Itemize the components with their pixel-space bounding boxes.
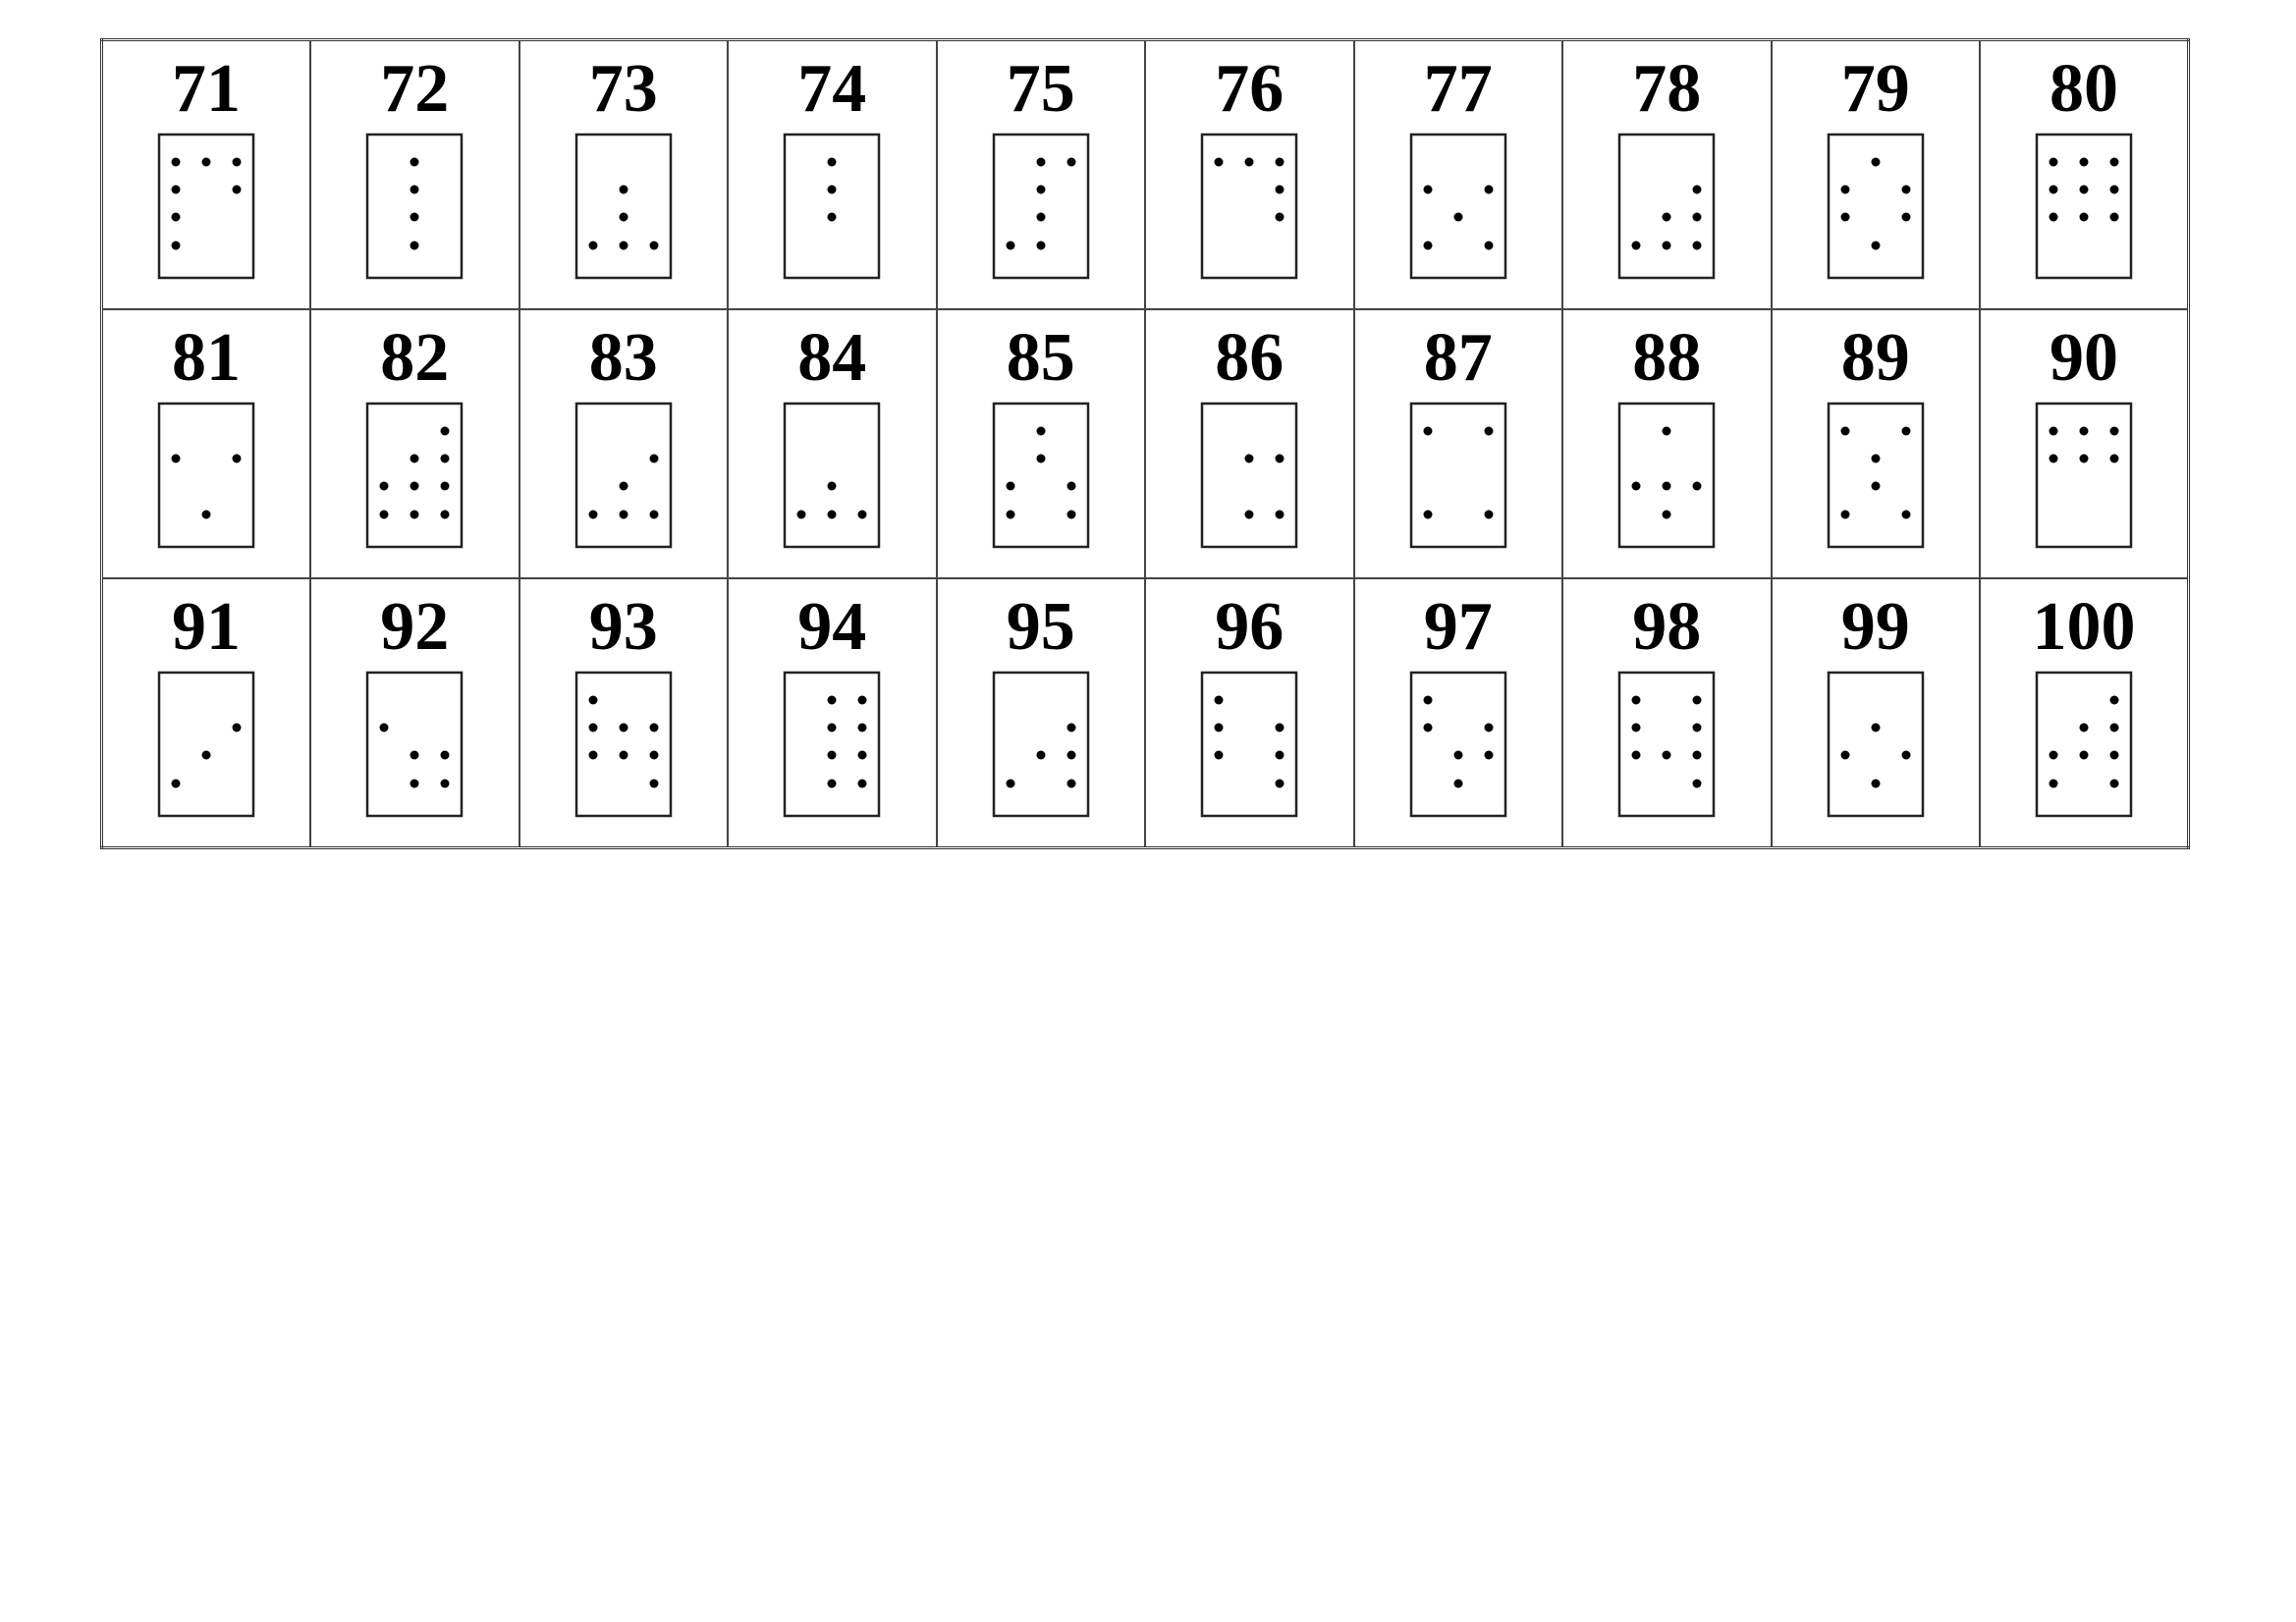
- card-dot: [1066, 158, 1075, 167]
- dot-card: [1408, 401, 1508, 550]
- card-dot: [1036, 213, 1045, 222]
- card-dot: [1632, 696, 1641, 705]
- card-dot: [588, 751, 597, 760]
- cell-number: 75: [1006, 51, 1075, 127]
- number-cell: [1980, 309, 2189, 578]
- card-frame: [785, 404, 879, 547]
- card-dot: [1871, 780, 1880, 788]
- card-frame: [785, 135, 879, 278]
- card-dot: [1901, 751, 1910, 760]
- card-dot: [1036, 242, 1045, 250]
- card-dot: [1901, 511, 1910, 519]
- cell-number: 99: [1840, 589, 1910, 665]
- card-frame: [1829, 673, 1923, 816]
- card-dot: [2080, 158, 2089, 167]
- card-dot: [2110, 186, 2119, 194]
- card-dot: [410, 780, 419, 788]
- dot-card: [574, 670, 674, 819]
- dot-card: [1826, 401, 1926, 550]
- dot-card: [1199, 670, 1299, 819]
- number-cell: [102, 578, 311, 848]
- card-dot: [1276, 751, 1285, 760]
- number-cell: [1562, 40, 1772, 310]
- number-cell: [102, 309, 311, 578]
- number-cell: [1145, 40, 1354, 310]
- card-dot: [2050, 455, 2058, 463]
- cell-number: 85: [1006, 320, 1075, 396]
- card-dot: [2080, 186, 2089, 194]
- card-dot: [1423, 724, 1432, 732]
- card-dot: [1663, 751, 1671, 760]
- dot-card: [156, 401, 256, 550]
- card-dot: [588, 511, 597, 519]
- card-dot: [828, 724, 837, 732]
- card-dot: [649, 455, 658, 463]
- card-dot: [1453, 213, 1462, 222]
- cell-number: 79: [1840, 51, 1910, 127]
- card-frame: [159, 404, 253, 547]
- card-dot: [1484, 751, 1493, 760]
- dot-card: [782, 401, 882, 550]
- card-dot: [2050, 158, 2058, 167]
- card-dot: [1066, 511, 1075, 519]
- card-dot: [2110, 696, 2119, 705]
- card-frame: [2037, 404, 2131, 547]
- dot-card: [991, 132, 1091, 281]
- card-dot: [1006, 482, 1014, 491]
- card-dot: [649, 780, 658, 788]
- card-dot: [619, 213, 628, 222]
- card-dot: [410, 455, 419, 463]
- number-cell: [310, 309, 519, 578]
- card-dot: [1484, 511, 1493, 519]
- card-dot: [1901, 186, 1910, 194]
- dot-card: [1826, 670, 1926, 819]
- card-frame: [785, 673, 879, 816]
- number-cell: [1562, 309, 1772, 578]
- card-dot: [1871, 455, 1880, 463]
- card-dot: [1693, 780, 1702, 788]
- card-frame: [1411, 673, 1505, 816]
- card-dot: [828, 482, 837, 491]
- card-dot: [2050, 751, 2058, 760]
- card-frame: [1619, 135, 1714, 278]
- card-dot: [619, 242, 628, 250]
- dot-card: [782, 132, 882, 281]
- table-row: [102, 578, 2189, 848]
- card-dot: [1632, 482, 1641, 491]
- number-cell: [102, 40, 311, 310]
- card-dot: [1663, 427, 1671, 436]
- number-cell: [937, 578, 1146, 848]
- card-dot: [2080, 455, 2089, 463]
- card-frame: [367, 135, 462, 278]
- number-cell: [519, 578, 729, 848]
- card-dot: [1006, 511, 1014, 519]
- cell-number: 93: [588, 589, 658, 665]
- dot-card: [991, 401, 1091, 550]
- card-dot: [858, 696, 867, 705]
- card-frame: [1619, 673, 1714, 816]
- card-frame: [994, 673, 1088, 816]
- card-dot: [858, 751, 867, 760]
- card-dot: [649, 751, 658, 760]
- card-dot: [233, 158, 242, 167]
- number-cell: [519, 309, 729, 578]
- card-dot: [619, 751, 628, 760]
- table-row: [102, 309, 2189, 578]
- card-dot: [1215, 724, 1224, 732]
- cell-number: 91: [172, 589, 241, 665]
- card-dot: [1036, 455, 1045, 463]
- card-dot: [410, 511, 419, 519]
- card-dot: [1871, 242, 1880, 250]
- card-dot: [1245, 455, 1254, 463]
- number-cell: [1980, 40, 2189, 310]
- card-frame: [994, 404, 1088, 547]
- card-dot: [2110, 158, 2119, 167]
- card-dot: [1276, 213, 1285, 222]
- cell-number: 95: [1006, 589, 1075, 665]
- card-dot: [1276, 455, 1285, 463]
- card-dot: [858, 724, 867, 732]
- number-cell: [728, 578, 937, 848]
- card-dot: [1840, 427, 1849, 436]
- card-dot: [828, 158, 837, 167]
- card-dot: [2080, 213, 2089, 222]
- card-dot: [2110, 780, 2119, 788]
- cell-number: 82: [380, 320, 450, 396]
- card-dot: [233, 186, 242, 194]
- card-dot: [410, 213, 419, 222]
- card-frame: [576, 673, 671, 816]
- card-dot: [649, 511, 658, 519]
- number-cell: [1354, 40, 1563, 310]
- card-dot: [202, 158, 211, 167]
- dot-card: [1408, 132, 1508, 281]
- cell-number: 74: [797, 51, 867, 127]
- card-dot: [1036, 158, 1045, 167]
- table-row: [102, 40, 2189, 310]
- card-frame: [159, 135, 253, 278]
- card-dot: [1006, 780, 1014, 788]
- card-dot: [1901, 213, 1910, 222]
- card-dot: [828, 696, 837, 705]
- card-dot: [1276, 780, 1285, 788]
- card-dot: [1840, 751, 1849, 760]
- cell-number: 90: [2050, 320, 2118, 396]
- number-cell: [1562, 578, 1772, 848]
- number-cell: [1772, 40, 1981, 310]
- dot-card: [574, 401, 674, 550]
- card-dot: [1840, 213, 1849, 222]
- card-dot: [588, 242, 597, 250]
- number-cell: [310, 40, 519, 310]
- card-dot: [1484, 242, 1493, 250]
- card-dot: [380, 724, 389, 732]
- card-dot: [2050, 427, 2058, 436]
- card-dot: [2050, 780, 2058, 788]
- card-dot: [619, 511, 628, 519]
- card-frame: [1619, 404, 1714, 547]
- card-frame: [1829, 404, 1923, 547]
- card-dot: [202, 751, 211, 760]
- card-dot: [380, 482, 389, 491]
- cell-number: 88: [1632, 320, 1702, 396]
- card-dot: [1423, 696, 1432, 705]
- number-cell: [1145, 578, 1354, 848]
- card-dot: [1453, 751, 1462, 760]
- card-dot: [649, 724, 658, 732]
- card-dot: [1036, 751, 1045, 760]
- cell-number: 77: [1423, 51, 1493, 127]
- cell-number: 81: [172, 320, 241, 396]
- card-dot: [619, 482, 628, 491]
- card-dot: [2110, 751, 2119, 760]
- cell-number: 80: [2050, 51, 2118, 127]
- card-dot: [441, 455, 450, 463]
- dot-card: [1616, 132, 1717, 281]
- card-frame: [1829, 135, 1923, 278]
- card-dot: [1006, 242, 1014, 250]
- dot-card: [1199, 132, 1299, 281]
- card-dot: [1693, 186, 1702, 194]
- card-dot: [1693, 724, 1702, 732]
- card-dot: [172, 158, 181, 167]
- cell-number: 73: [588, 51, 658, 127]
- number-cell: [1354, 578, 1563, 848]
- dot-card: [782, 670, 882, 819]
- card-frame: [2037, 673, 2131, 816]
- card-dot: [1693, 696, 1702, 705]
- card-dot: [410, 482, 419, 491]
- card-dot: [410, 186, 419, 194]
- card-dot: [1423, 427, 1432, 436]
- card-dot: [1276, 511, 1285, 519]
- card-dot: [2080, 724, 2089, 732]
- card-dot: [1215, 696, 1224, 705]
- card-dot: [172, 242, 181, 250]
- card-dot: [1066, 751, 1075, 760]
- card-dot: [1871, 482, 1880, 491]
- dot-card: [1826, 132, 1926, 281]
- card-frame: [994, 135, 1088, 278]
- card-dot: [588, 696, 597, 705]
- dot-card: [2034, 670, 2134, 819]
- dot-card: [1616, 670, 1717, 819]
- card-dot: [1423, 242, 1432, 250]
- card-dot: [1663, 482, 1671, 491]
- dot-card: [1616, 401, 1717, 550]
- card-dot: [619, 186, 628, 194]
- card-dot: [828, 511, 837, 519]
- card-dot: [380, 511, 389, 519]
- cell-number: 71: [172, 51, 241, 127]
- table-body: [102, 40, 2189, 848]
- card-dot: [441, 482, 450, 491]
- cell-number: 96: [1215, 589, 1285, 665]
- card-dot: [1066, 780, 1075, 788]
- number-cell: [1980, 578, 2189, 848]
- card-dot: [2110, 213, 2119, 222]
- card-dot: [172, 213, 181, 222]
- dot-card: [156, 670, 256, 819]
- number-cell: [1145, 309, 1354, 578]
- cell-number: 89: [1840, 320, 1910, 396]
- card-dot: [441, 751, 450, 760]
- card-dot: [1693, 213, 1702, 222]
- card-dot: [441, 780, 450, 788]
- card-dot: [2080, 751, 2089, 760]
- card-dot: [1453, 780, 1462, 788]
- cell-number: 94: [797, 589, 867, 665]
- card-dot: [828, 780, 837, 788]
- card-dot: [410, 242, 419, 250]
- card-dot: [441, 427, 450, 436]
- card-dot: [410, 751, 419, 760]
- card-dot: [858, 511, 867, 519]
- card-dot: [2050, 186, 2058, 194]
- card-dot: [1036, 427, 1045, 436]
- dot-card: [991, 670, 1091, 819]
- card-dot: [172, 455, 181, 463]
- card-dot: [172, 186, 181, 194]
- card-dot: [2110, 724, 2119, 732]
- card-dot: [1663, 242, 1671, 250]
- number-cell: [1772, 309, 1981, 578]
- number-cell: [728, 309, 937, 578]
- number-cell: [1772, 578, 1981, 848]
- cell-number: 84: [797, 320, 867, 396]
- card-dot: [1693, 242, 1702, 250]
- number-cell: [728, 40, 937, 310]
- number-cell: [937, 309, 1146, 578]
- card-dot: [797, 511, 806, 519]
- dot-card: [364, 132, 465, 281]
- cell-number: 86: [1215, 320, 1285, 396]
- card-dot: [828, 213, 837, 222]
- card-dot: [1484, 724, 1493, 732]
- card-dot: [1066, 482, 1075, 491]
- card-dot: [2080, 427, 2089, 436]
- cell-number: 78: [1632, 51, 1702, 127]
- card-dot: [1276, 186, 1285, 194]
- cell-number: 87: [1423, 320, 1493, 396]
- card-dot: [1871, 724, 1880, 732]
- card-frame: [2037, 135, 2131, 278]
- card-dot: [1693, 482, 1702, 491]
- card-dot: [1663, 511, 1671, 519]
- card-dot: [619, 724, 628, 732]
- card-dot: [1245, 158, 1254, 167]
- card-frame: [1202, 404, 1296, 547]
- card-frame: [1411, 135, 1505, 278]
- card-dot: [1276, 158, 1285, 167]
- card-dot: [1484, 186, 1493, 194]
- card-dot: [441, 511, 450, 519]
- card-dot: [172, 780, 181, 788]
- card-dot: [2110, 427, 2119, 436]
- cell-number: 76: [1215, 51, 1285, 127]
- card-dot: [1066, 724, 1075, 732]
- card-dot: [1423, 186, 1432, 194]
- card-frame: [1411, 404, 1505, 547]
- card-dot: [649, 242, 658, 250]
- dot-card: [364, 670, 465, 819]
- cell-number: 92: [380, 589, 450, 665]
- card-dot: [1215, 751, 1224, 760]
- dot-card: [2034, 401, 2134, 550]
- dot-card: [574, 132, 674, 281]
- card-dot: [1840, 511, 1849, 519]
- cell-number: 100: [2032, 589, 2136, 665]
- card-frame: [367, 404, 462, 547]
- card-frame: [576, 135, 671, 278]
- number-cell: [310, 578, 519, 848]
- card-dot: [233, 455, 242, 463]
- cell-number: 72: [380, 51, 450, 127]
- card-frame: [1202, 135, 1296, 278]
- card-frame: [159, 673, 253, 816]
- card-dot: [1484, 427, 1493, 436]
- card-dot: [1840, 186, 1849, 194]
- card-dot: [1245, 511, 1254, 519]
- dot-card: [364, 401, 465, 550]
- card-dot: [1693, 751, 1702, 760]
- card-frame: [367, 673, 462, 816]
- card-dot: [1871, 158, 1880, 167]
- cell-number: 97: [1423, 589, 1493, 665]
- dot-card: [1408, 670, 1508, 819]
- card-dot: [1901, 427, 1910, 436]
- number-card-table: [100, 38, 2190, 849]
- card-dot: [1663, 213, 1671, 222]
- card-dot: [1632, 751, 1641, 760]
- number-cell: [1354, 309, 1563, 578]
- card-dot: [2050, 213, 2058, 222]
- dot-card: [1199, 401, 1299, 550]
- number-cell: [937, 40, 1146, 310]
- cell-number: 98: [1632, 589, 1702, 665]
- card-dot: [1276, 724, 1285, 732]
- cell-number: 83: [588, 320, 658, 396]
- card-dot: [202, 511, 211, 519]
- card-dot: [2110, 455, 2119, 463]
- card-dot: [1632, 242, 1641, 250]
- card-dot: [1423, 511, 1432, 519]
- card-dot: [828, 186, 837, 194]
- card-frame: [576, 404, 671, 547]
- card-frame: [1202, 673, 1296, 816]
- number-cell: [519, 40, 729, 310]
- dot-card: [156, 132, 256, 281]
- card-dot: [233, 724, 242, 732]
- card-dot: [410, 158, 419, 167]
- card-dot: [1632, 724, 1641, 732]
- card-dot: [588, 724, 597, 732]
- card-dot: [1215, 158, 1224, 167]
- card-dot: [828, 751, 837, 760]
- card-dot: [858, 780, 867, 788]
- card-dot: [1036, 186, 1045, 194]
- dot-card: [2034, 132, 2134, 281]
